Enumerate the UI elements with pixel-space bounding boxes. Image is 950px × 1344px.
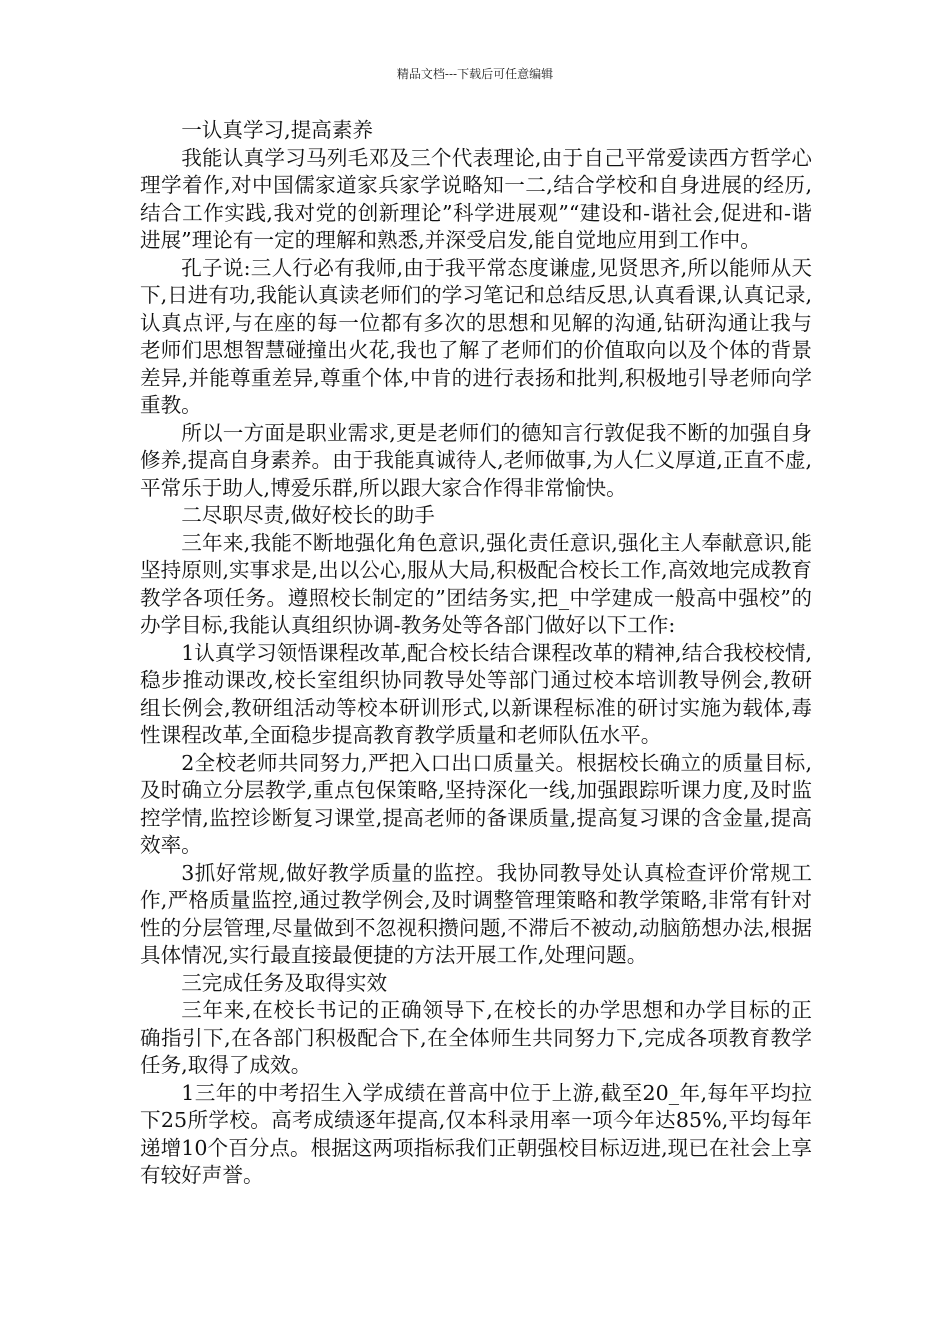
paragraph: 三年来,在校长书记的正确领导下,在校长的办学思想和办学目标的正确指引下,在各部门积极配合下,在全体师生共同努力下,完成各项教育教学任务,取得了成效。 [140, 998, 812, 1077]
list-item: 1认真学习领悟课程改革,配合校长结合课程改革的精神,结合我校校情,稳步推动课改,校长室组织协同教导处等部门通过校本培训教导例会,教研组长例会,教研组活动等校本研训形式,以新课程标准的研讨实施为载体,毒性课程改革,全面稳步提高教育教学质量和老师队伍水平。 [140, 640, 812, 747]
document-body [140, 117, 812, 1190]
list-item: 2全校老师共同努力,严把入口出口质量关。根据校长确立的质量目标,及时确立分层教学,重点包保策略,坚持深化一线,加强跟踪听课力度,及时监控学情,监控诊断复习课堂,提高老师的备课质量,提高复习课的含金量,提高效率。 [140, 750, 812, 857]
section-heading-3: 三完成任务及取得实效 [181, 970, 388, 995]
paragraph: 三年来,我能不断地强化角色意识,强化责任意识,强化主人奉献意识,能坚持原则,实事求是,出以公心,服从大局,积极配合校长工作,高效地完成教育教学各项任务。遵照校长制定的”团结务实,把_中学建成一般高中强校”的办学目标,我能认真组织协调-教务处等各部门做好以下工作: [140, 530, 812, 637]
paragraph: 所以一方面是职业需求,更是老师们的德知言行敦促我不断的加强自身修养,提高自身素养。由于我能真诚待人,老师做事,为人仁义厚道,正直不虚,平常乐于助人,博爱乐群,所以跟大家合作得非常愉快。 [140, 420, 812, 500]
page-header: 精品文档---下载后可任意编辑 [396, 67, 554, 81]
list-item: 1三年的中考招生入学成绩在普高中位于上游,截至20_年,每年平均拉下25所学校。高考成绩逐年提高,仅本科录用率一项今年达85%,平均每年递增10个百分点。根据这两项指标我们正朝强校目标迈进,现已在社会上享有较好声誉。 [140, 1080, 812, 1187]
list-item: 3抓好常规,做好教学质量的监控。我协同教导处认真检查评价常规工作,严格质量监控,通过教学例会,及时调整管理策略和教学策略,非常有针对性的分层管理,尽量做到不忽视积攒问题,不滞后不被动,动脑筋想办法,根据具体情况,实行最直接最便捷的方法开展工作,处理问题。 [140, 860, 812, 967]
paragraph: 我能认真学习马列毛邓及三个代表理论,由于自己平常爱读西方哲学心理学着作,对中国儒家道家兵家学说略知一二,结合学校和自身进展的经历,结合工作实践,我对党的创新理论”科学进展观”“建设和-谐社会,促进和-谐进展”理论有一定的理解和熟悉,并深受启发,能自觉地应用到工作中。 [140, 145, 812, 252]
section-heading-1: 一认真学习,提高素养 [181, 118, 374, 142]
section-heading-2: 二尽职尽责,做好校长的助手 [181, 503, 435, 527]
paragraph: 孔子说:三人行必有我师,由于我平常态度谦虚,见贤思齐,所以能师从天下,日进有功,我能认真读老师们的学习笔记和总结反思,认真看课,认真记录,认真点评,与在座的每一位都有多次的思想和见解的沟通,钻研沟通让我与老师们思想智慧碰撞出火花,我也了解了老师们的价值取向以及个体的背景差异,并能尊重差异,尊重个体,中肯的进行表扬和批判,积极地引导老师向学重教。 [140, 255, 812, 417]
